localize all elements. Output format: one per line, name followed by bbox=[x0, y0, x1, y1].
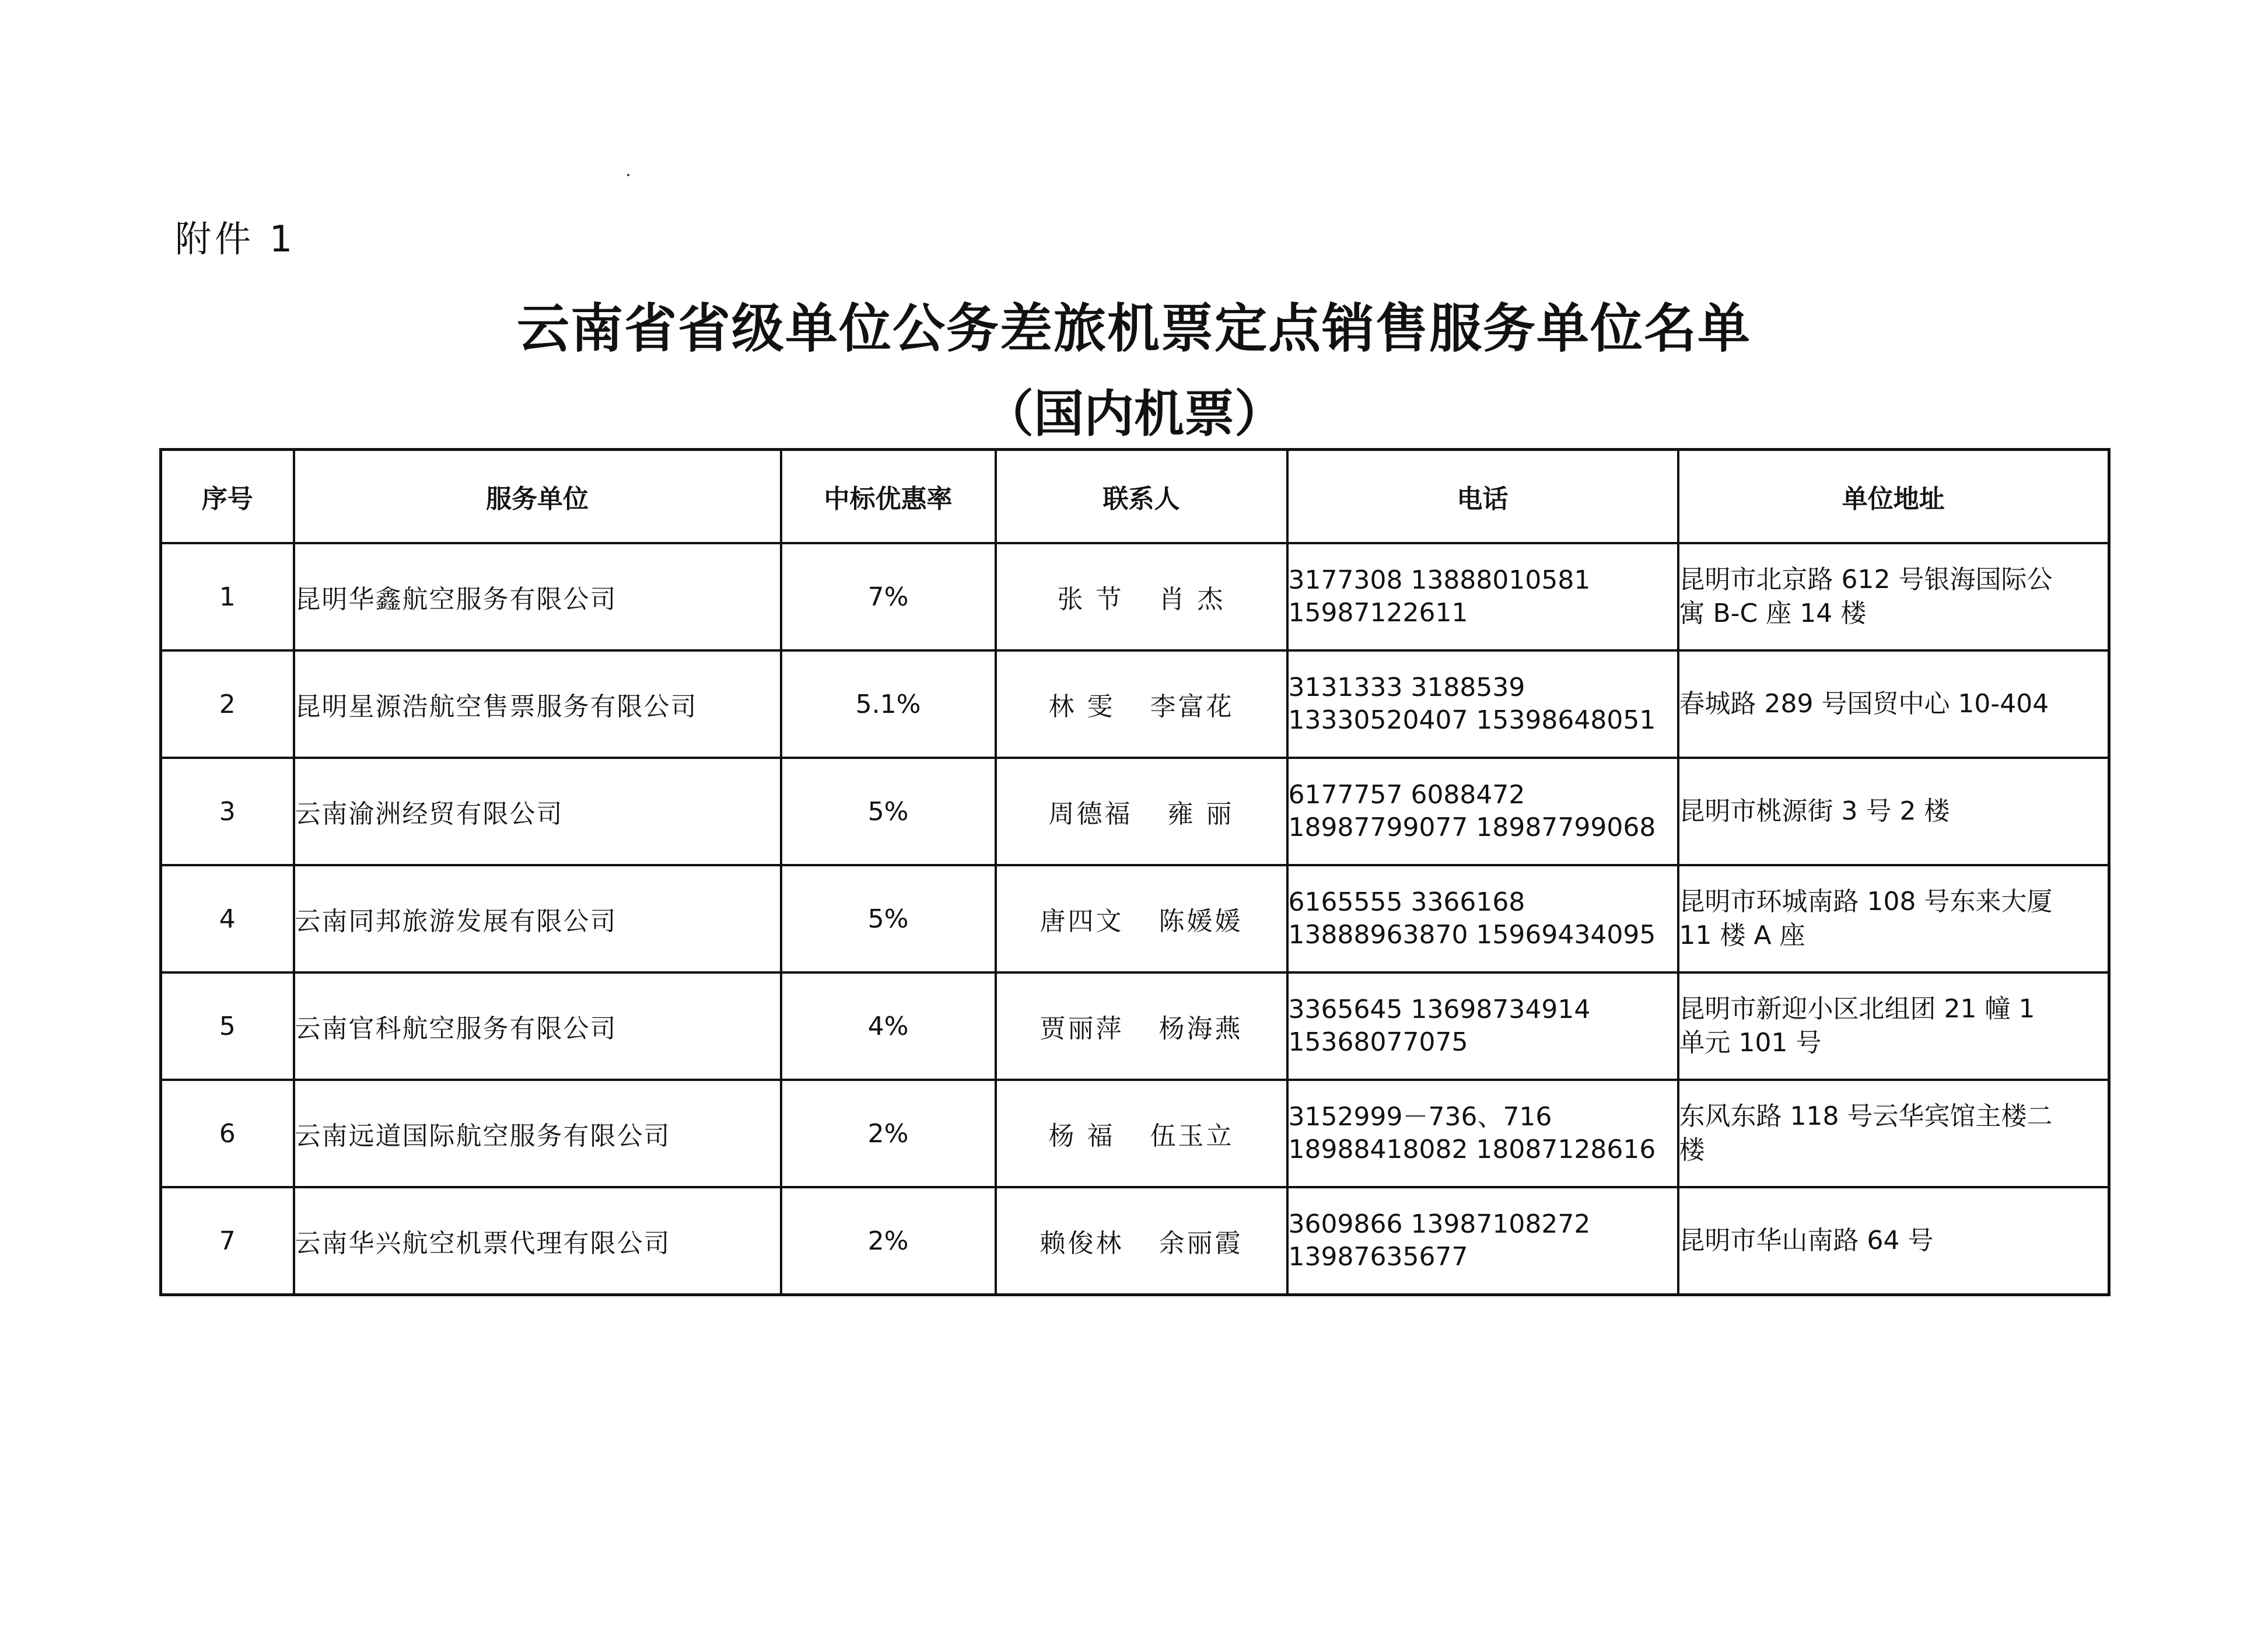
phone-line: 3609866 13987108272 bbox=[1288, 1209, 1591, 1239]
col-header-address: 单位地址 bbox=[1678, 450, 2109, 544]
address-cell bbox=[1678, 1080, 2109, 1187]
col-header-company: 服务单位 bbox=[294, 450, 781, 544]
address-line: 昆明市桃源街 3 号 2 楼 bbox=[1679, 796, 1950, 826]
col-header-rate: 中标优惠率 bbox=[781, 450, 996, 544]
phone-line: 13888963870 15969434095 bbox=[1288, 920, 1656, 950]
address-line: 楼 bbox=[1679, 1135, 1705, 1165]
contact-name: 陈媛媛 bbox=[1158, 907, 1243, 936]
address-line: 昆明市环城南路 108 号东来大厦 bbox=[1679, 887, 2053, 916]
contact-cell bbox=[996, 543, 1287, 650]
address-cell bbox=[1678, 972, 2109, 1080]
phone-cell bbox=[1287, 972, 1678, 1080]
contact-name: 周德福 bbox=[1048, 799, 1133, 829]
address-line: 昆明市北京路 612 号银海国际公 bbox=[1679, 565, 2053, 594]
phone-cell bbox=[1287, 1080, 1678, 1187]
contact-name: 杨 福 bbox=[1048, 1121, 1115, 1151]
table-header-row bbox=[161, 450, 2109, 544]
discount-rate-cell: 2% bbox=[781, 1080, 996, 1187]
contact-name: 伍玉立 bbox=[1150, 1121, 1234, 1151]
contact-name: 杨海燕 bbox=[1158, 1014, 1243, 1044]
phone-line: 3365645 13698734914 bbox=[1288, 995, 1591, 1024]
contact-name: 肖 杰 bbox=[1158, 585, 1226, 614]
contact-name: 贾丽萍 bbox=[1040, 1014, 1124, 1044]
contact-cell bbox=[996, 972, 1287, 1080]
contact-cell bbox=[996, 758, 1287, 865]
phone-cell bbox=[1287, 865, 1678, 972]
address-line: 单元 101 号 bbox=[1679, 1028, 1822, 1058]
attachment-label: 附件 1 bbox=[175, 218, 296, 260]
phone-line: 15987122611 bbox=[1288, 598, 1468, 628]
table-row bbox=[161, 865, 2109, 972]
discount-rate-cell: 5% bbox=[781, 865, 996, 972]
table-row bbox=[161, 543, 2109, 650]
discount-rate-cell: 5.1% bbox=[781, 650, 996, 758]
company-name-cell: 云南远道国际航空服务有限公司 bbox=[294, 1080, 781, 1187]
document-subtitle: （国内机票） bbox=[984, 385, 1284, 443]
phone-line: 13330520407 15398648051 bbox=[1288, 705, 1656, 735]
address-cell bbox=[1678, 650, 2109, 758]
row-index-cell: 2 bbox=[161, 650, 294, 758]
col-header-index: 序号 bbox=[161, 450, 294, 544]
table-row bbox=[161, 758, 2109, 865]
contact-name: 雍 丽 bbox=[1167, 799, 1234, 829]
scan-speck bbox=[627, 174, 629, 176]
phone-line: 6177757 6088472 bbox=[1288, 780, 1525, 810]
table-row bbox=[161, 1187, 2109, 1295]
address-line: 春城路 289 号国贸中心 10-404 bbox=[1679, 689, 2049, 719]
row-index-cell: 7 bbox=[161, 1187, 294, 1295]
discount-rate-cell: 4% bbox=[781, 972, 996, 1080]
phone-line: 18988418082 18087128616 bbox=[1288, 1135, 1656, 1164]
address-cell bbox=[1678, 758, 2109, 865]
table-row bbox=[161, 972, 2109, 1080]
company-name-cell: 云南官科航空服务有限公司 bbox=[294, 972, 781, 1080]
service-unit-table bbox=[159, 448, 2110, 1296]
row-index-cell: 1 bbox=[161, 543, 294, 650]
phone-line: 6165555 3366168 bbox=[1288, 887, 1525, 917]
contact-cell bbox=[996, 650, 1287, 758]
contact-name: 唐四文 bbox=[1040, 907, 1124, 936]
company-name-cell: 云南华兴航空机票代理有限公司 bbox=[294, 1187, 781, 1295]
phone-line: 3152999－736、716 bbox=[1288, 1102, 1552, 1132]
row-index-cell: 5 bbox=[161, 972, 294, 1080]
row-index-cell: 4 bbox=[161, 865, 294, 972]
address-line: 东风东路 118 号云华宾馆主楼二 bbox=[1679, 1101, 2053, 1131]
table-row bbox=[161, 1080, 2109, 1187]
phone-cell bbox=[1287, 543, 1678, 650]
company-name-cell: 云南渝洲经贸有限公司 bbox=[294, 758, 781, 865]
phone-line: 18987799077 18987799068 bbox=[1288, 813, 1656, 842]
phone-line: 13987635677 bbox=[1288, 1242, 1468, 1272]
address-line: 寓 B-C 座 14 楼 bbox=[1679, 599, 1867, 628]
phone-cell bbox=[1287, 650, 1678, 758]
address-cell bbox=[1678, 865, 2109, 972]
row-index-cell: 3 bbox=[161, 758, 294, 865]
discount-rate-cell: 5% bbox=[781, 758, 996, 865]
contact-name: 林 雯 bbox=[1048, 692, 1115, 722]
phone-line: 3177308 13888010581 bbox=[1288, 565, 1591, 595]
contact-name: 赖俊林 bbox=[1040, 1229, 1124, 1258]
phone-cell bbox=[1287, 758, 1678, 865]
discount-rate-cell: 2% bbox=[781, 1187, 996, 1295]
contact-name: 余丽霞 bbox=[1158, 1229, 1243, 1258]
contact-name: 张 节 bbox=[1057, 585, 1124, 614]
address-line: 昆明市华山南路 64 号 bbox=[1679, 1226, 1934, 1255]
table-row bbox=[161, 650, 2109, 758]
phone-line: 3131333 3188539 bbox=[1288, 673, 1525, 702]
discount-rate-cell: 7% bbox=[781, 543, 996, 650]
company-name-cell: 昆明华鑫航空服务有限公司 bbox=[294, 543, 781, 650]
phone-cell bbox=[1287, 1187, 1678, 1295]
contact-cell bbox=[996, 865, 1287, 972]
row-index-cell: 6 bbox=[161, 1080, 294, 1187]
contact-cell bbox=[996, 1187, 1287, 1295]
col-header-phone: 电话 bbox=[1287, 450, 1678, 544]
contact-name: 李富花 bbox=[1150, 692, 1234, 722]
phone-line: 15368077075 bbox=[1288, 1027, 1468, 1057]
address-cell bbox=[1678, 543, 2109, 650]
contact-cell bbox=[996, 1080, 1287, 1187]
document-title: 云南省省级单位公务差旅机票定点销售服务单位名单 bbox=[517, 298, 1751, 359]
company-name-cell: 昆明星源浩航空售票服务有限公司 bbox=[294, 650, 781, 758]
address-line: 昆明市新迎小区北组团 21 幢 1 bbox=[1679, 994, 2035, 1024]
col-header-contact: 联系人 bbox=[996, 450, 1287, 544]
address-cell bbox=[1678, 1187, 2109, 1295]
address-line: 11 楼 A 座 bbox=[1679, 921, 1805, 950]
company-name-cell: 云南同邦旅游发展有限公司 bbox=[294, 865, 781, 972]
